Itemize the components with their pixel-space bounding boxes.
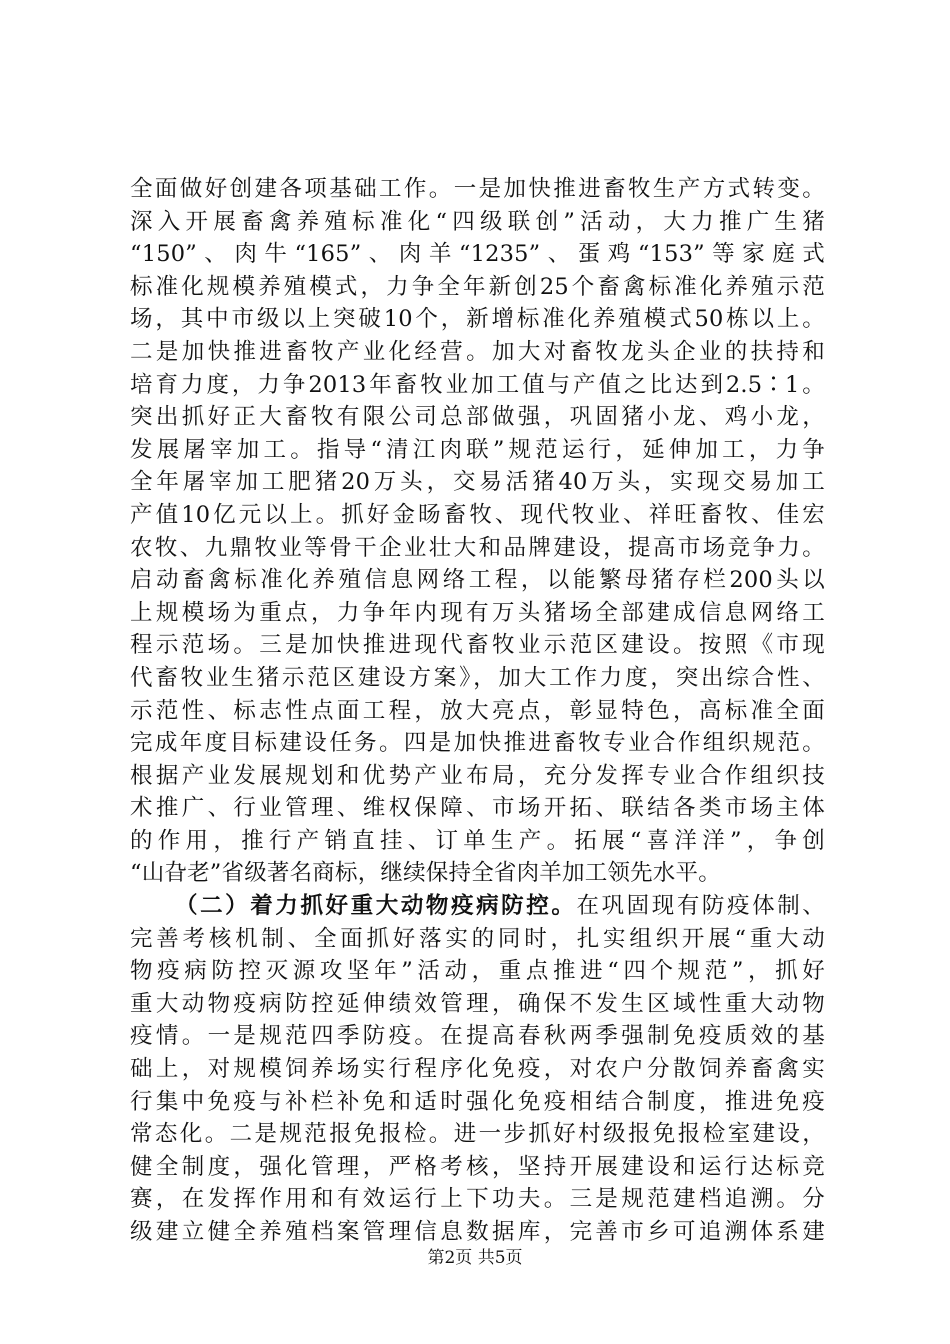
page-footer: 第2页 共5页 [427, 1248, 523, 1268]
text-line: 标准化规模养殖模式，力争全年新创25个畜禽标准化养殖示范 [130, 273, 825, 300]
section-heading-rest: 在巩固现有防疫体制、 [576, 893, 825, 920]
text-line: “山旮老”省级著名商标，继续保持全省肉羊加工领先水平。 [130, 860, 721, 887]
text-line: 赛，在发挥作用和有效运行上下功夫。三是规范建档追溯。分 [130, 1186, 825, 1213]
section-heading: （二）着力抓好重大动物疫病防控。 [175, 893, 577, 920]
text-line: 场，其中市级以上突破10个，新增标准化养殖模式50栋以上。 [130, 306, 825, 333]
text-line: 上规模场为重点，力争年内现有万头猪场全部建成信息网络工 [130, 599, 825, 626]
text-line: 培育力度，力争2013年畜牧业加工值与产值之比达到2.5∶1。 [130, 371, 825, 398]
section-heading-line [130, 890, 825, 923]
text-line: 级建立健全养殖档案管理信息数据库，完善市乡可追溯体系建 [130, 1219, 825, 1245]
text-line: 常态化。二是规范报免报检。进一步抓好村级报免报检室建设， [130, 1121, 825, 1148]
text-line: 础上，对规模饲养场实行程序化免疫，对农户分散饲养畜禽实 [130, 1056, 825, 1083]
text-line: 术推广、行业管理、维权保障、市场开拓、联结各类市场主体 [130, 795, 825, 822]
text-line: 疫情。一是规范四季防疫。在提高春秋两季强制免疫质效的基 [130, 1023, 825, 1050]
text-line: “150”、肉牛“165”、肉羊“1235”、蛋鸡“153”等家庭式 [130, 241, 825, 268]
text-line: 代畜牧业生猪示范区建设方案》，加大工作力度，突出综合性、 [130, 664, 825, 691]
text-line: 重大动物疫病防控延伸绩效管理，确保不发生区域性重大动物 [130, 990, 825, 1017]
text-line: 二是加快推进畜牧产业化经营。加大对畜牧龙头企业的扶持和 [130, 338, 825, 365]
text-line: 健全制度，强化管理，严格考核，坚持开展建设和运行达标竞 [130, 1153, 825, 1180]
text-line: 启动畜禽标准化养殖信息网络工程，以能繁母猪存栏200头以 [130, 567, 825, 594]
text-line: 全面做好创建各项基础工作。一是加快推进畜牧生产方式转变。 [130, 176, 825, 202]
text-line: 全年屠宰加工肥猪20万头，交易活猪40万头，实现交易加工 [130, 469, 825, 496]
text-line: 示范性、标志性点面工程，放大亮点，彰显特色，高标准全面 [130, 697, 825, 724]
text-line: 农牧、九鼎牧业等骨干企业壮大和品牌建设，提高市场竞争力。 [130, 534, 825, 561]
text-line: 深入开展畜禽养殖标准化“四级联创”活动，大力推广生猪 [130, 208, 825, 235]
body-text [130, 173, 825, 1249]
text-line: 发展屠宰加工。指导“清江肉联”规范运行，延伸加工，力争 [130, 436, 825, 463]
text-line: 行集中免疫与补栏补免和适时强化免疫相结合制度，推进免疫 [130, 1088, 825, 1115]
text-line: 的作用，推行产销直挂、订单生产。拓展“喜洋洋”，争创 [130, 827, 825, 854]
text-line: 突出抓好正大畜牧有限公司总部做强，巩固猪小龙、鸡小龙， [130, 404, 825, 431]
text-line: 物疫病防控灭源攻坚年”活动，重点推进“四个规范”，抓好 [130, 958, 825, 985]
text-line: 产值10亿元以上。抓好金旸畜牧、现代牧业、祥旺畜牧、佳宏 [130, 501, 825, 528]
text-line: 完成年度目标建设任务。四是加快推进畜牧专业合作组织规范。 [130, 730, 825, 757]
text-line: 根据产业发展规划和优势产业布局，充分发挥专业合作组织技 [130, 762, 825, 789]
text-line: 程示范场。三是加快推进现代畜牧业示范区建设。按照《市现 [130, 632, 825, 659]
text-line: 完善考核机制、全面抓好落实的同时，扎实组织开展“重大动 [130, 925, 825, 952]
